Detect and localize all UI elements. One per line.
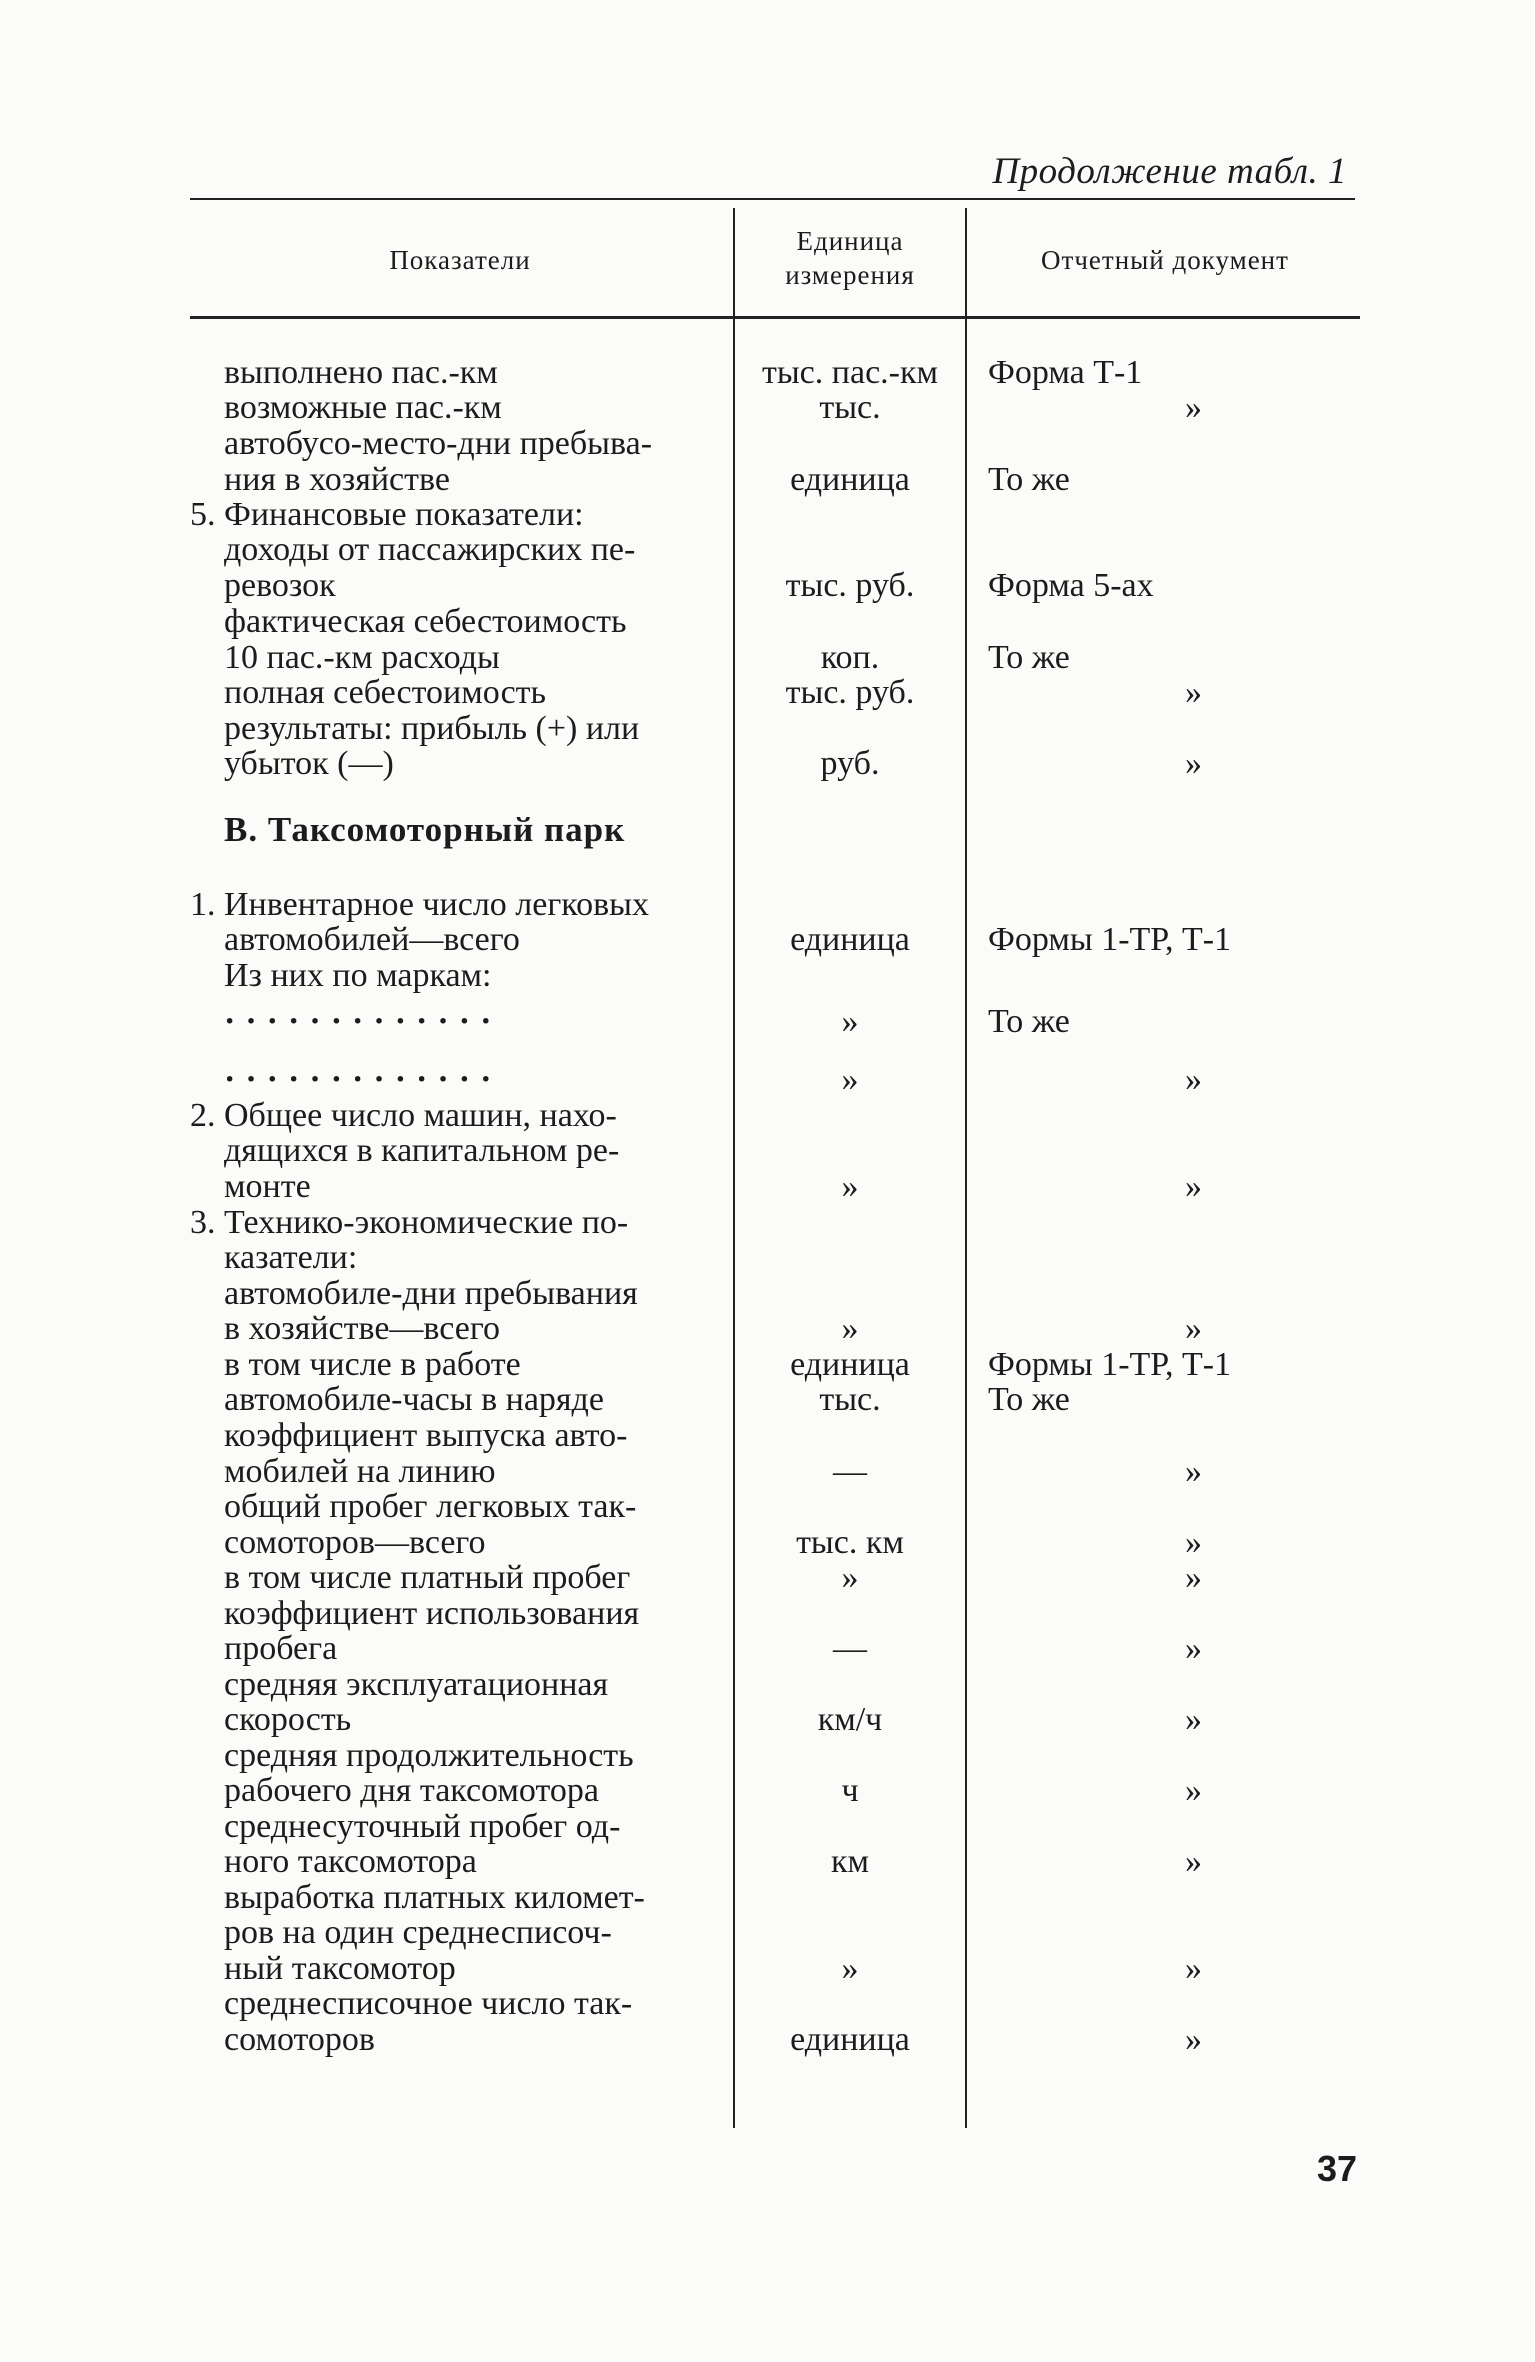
indicator-cell: фактическая себестоимость	[224, 603, 627, 640]
table-row	[0, 1004, 1535, 1039]
indicator-cell: средняя эксплуатационная	[224, 1666, 609, 1703]
indicator-cell: автомобилей—всего	[224, 921, 520, 958]
indicator-cell: 10 пас.-км расходы	[224, 639, 500, 676]
unit-cell: —	[833, 1630, 867, 1667]
indicator-cell: сомоторов—всего	[224, 1524, 486, 1561]
table-row	[0, 1702, 1535, 1737]
indicator-cell: в том числе в работе	[224, 1346, 521, 1383]
document-cell: »	[1185, 745, 1202, 782]
indicator-cell: 1. Инвентарное число легковых	[190, 886, 649, 923]
document-cell: »	[1185, 1453, 1202, 1490]
unit-cell: »	[841, 1061, 859, 1098]
document-cell: То же	[988, 1381, 1070, 1418]
indicator-cell: среднесуточный пробег од-	[224, 1808, 621, 1845]
document-cell: »	[1185, 1843, 1202, 1880]
unit-cell: —	[833, 1453, 867, 1490]
indicator-cell: сомоторов	[224, 2021, 375, 2058]
indicator-cell: мобилей на линию	[224, 1453, 496, 1490]
indicator-cell: коэффициент выпуска авто-	[224, 1417, 628, 1454]
indicator-cell: казатели:	[224, 1239, 358, 1276]
table-row	[0, 711, 1535, 746]
table-row	[0, 355, 1535, 390]
document-cell: »	[1185, 674, 1202, 711]
table-continuation-caption: Продолжение табл. 1	[992, 151, 1347, 192]
document-cell: »	[1185, 1701, 1202, 1738]
indicator-cell: общий пробег легковых так-	[224, 1488, 637, 1525]
indicator-cell: пробега	[224, 1630, 338, 1667]
table-row	[0, 462, 1535, 497]
indicator-cell: результаты: прибыль (+) или	[224, 710, 640, 747]
table-row	[0, 1454, 1535, 1489]
indicator-cell: полная себестоимость	[224, 674, 547, 711]
document-cell: То же	[988, 1003, 1070, 1040]
table-row	[0, 1382, 1535, 1417]
table-row	[0, 390, 1535, 425]
document-cell: То же	[988, 639, 1070, 676]
indicator-cell: 5. Финансовые показатели:	[190, 496, 584, 533]
table-row	[0, 1240, 1535, 1275]
document-cell: »	[1185, 1310, 1202, 1347]
table-row	[0, 1098, 1535, 1133]
table-row	[0, 1489, 1535, 1524]
table-row	[0, 1809, 1535, 1844]
header-bottom-rule	[190, 316, 1360, 319]
table-row	[0, 1133, 1535, 1168]
indicator-cell: ·············	[224, 1003, 502, 1040]
document-cell: Форма Т-1	[988, 354, 1143, 391]
indicator-cell: выполнено пас.-км	[224, 354, 498, 391]
unit-cell: единица	[790, 2021, 910, 2058]
table-row	[0, 958, 1535, 993]
table-row	[0, 1062, 1535, 1097]
table-row	[0, 604, 1535, 639]
table-row	[0, 2022, 1535, 2057]
document-cell: Формы 1-ТР, Т-1	[988, 921, 1232, 958]
document-cell: »	[1185, 2021, 1202, 2058]
table-row	[0, 1418, 1535, 1453]
unit-cell: »	[841, 1559, 859, 1596]
table-row	[0, 1773, 1535, 1808]
document-cell: Формы 1-ТР, Т-1	[988, 1346, 1232, 1383]
indicator-cell: выработка платных километ-	[224, 1879, 645, 1916]
unit-cell: км/ч	[817, 1701, 883, 1738]
document-cell: Форма 5-ах	[988, 567, 1154, 604]
table-row	[0, 887, 1535, 922]
table-row	[0, 640, 1535, 675]
header-unit-text: Единица измерения	[785, 226, 915, 290]
document-cell: »	[1185, 1061, 1202, 1098]
table-row	[0, 1880, 1535, 1915]
document-cell: »	[1185, 1950, 1202, 1987]
header-indicators: Показатели	[389, 245, 531, 275]
indicator-cell: автомобиле-часы в наряде	[224, 1381, 604, 1418]
indicator-cell: автомобиле-дни пребывания	[224, 1275, 638, 1312]
table-row	[0, 568, 1535, 603]
table-row	[0, 1951, 1535, 1986]
unit-cell: »	[841, 1310, 859, 1347]
unit-cell: тыс. пас.-км	[761, 354, 939, 391]
unit-cell: руб.	[820, 745, 880, 782]
indicator-cell: дящихся в капитальном ре-	[224, 1132, 620, 1169]
indicator-cell: 2. Общее число машин, нахо-	[190, 1097, 617, 1134]
table-row	[0, 497, 1535, 532]
table-row	[0, 1525, 1535, 1560]
indicator-cell: Из них по маркам:	[224, 957, 492, 994]
indicator-cell: убыток (—)	[224, 745, 394, 782]
table-row	[0, 1347, 1535, 1382]
indicator-cell: ·············	[224, 1061, 502, 1098]
document-cell: »	[1185, 1168, 1202, 1205]
indicator-cell: ревозок	[224, 567, 336, 604]
table-row	[0, 1205, 1535, 1240]
table-top-rule	[190, 198, 1355, 200]
indicator-cell: ния в хозяйстве	[224, 461, 450, 498]
indicator-cell: ного таксомотора	[224, 1843, 477, 1880]
unit-cell: коп.	[820, 639, 880, 676]
document-cell: »	[1185, 1559, 1202, 1596]
indicator-cell: автобусо-место-дни пребыва-	[224, 425, 653, 462]
document-cell: »	[1185, 1524, 1202, 1561]
table-row	[0, 1311, 1535, 1346]
table-row	[0, 1169, 1535, 1204]
indicator-cell: возможные пас.-км	[224, 389, 502, 426]
indicator-cell: среднесписочное число так-	[224, 1985, 633, 2022]
indicator-cell: рабочего дня таксомотора	[224, 1772, 599, 1809]
table-row	[0, 532, 1535, 567]
indicator-cell: ный таксомотор	[224, 1950, 456, 1987]
table-row	[0, 922, 1535, 957]
indicator-cell: доходы от пассажирских пе-	[224, 531, 636, 568]
table-row	[0, 1667, 1535, 1702]
unit-cell: тыс. руб.	[785, 674, 915, 711]
indicator-cell: ров на один среднесписоч-	[224, 1914, 612, 1951]
table-row	[0, 1738, 1535, 1773]
document-cell: »	[1185, 389, 1202, 426]
table-row	[0, 675, 1535, 710]
indicator-cell: в хозяйстве—всего	[224, 1310, 500, 1347]
indicator-cell: коэффициент использования	[224, 1595, 640, 1632]
header-unit	[738, 224, 962, 292]
document-cell: »	[1185, 1772, 1202, 1809]
unit-cell: тыс.	[819, 389, 881, 426]
section-title: В. Таксомоторный парк	[224, 810, 626, 849]
unit-cell: ч	[841, 1772, 859, 1809]
unit-cell: тыс.	[819, 1381, 881, 1418]
unit-cell: единица	[790, 921, 910, 958]
unit-cell: »	[841, 1003, 859, 1040]
document-cell: То же	[988, 461, 1070, 498]
page-number: 37	[1316, 2148, 1357, 2189]
indicator-cell: средняя продолжительность	[224, 1737, 634, 1774]
table-row	[0, 1631, 1535, 1666]
table-row	[0, 1844, 1535, 1879]
indicator-cell: монте	[224, 1168, 311, 1205]
indicator-cell: скорость	[224, 1701, 352, 1738]
unit-cell: »	[841, 1950, 859, 1987]
table-row	[0, 1986, 1535, 2021]
unit-cell: »	[841, 1168, 859, 1205]
table-row	[0, 1276, 1535, 1311]
unit-cell: единица	[790, 1346, 910, 1383]
table-row	[0, 1915, 1535, 1950]
document-cell: »	[1185, 1630, 1202, 1667]
unit-cell: тыс. км	[796, 1524, 904, 1561]
table-row	[0, 1596, 1535, 1631]
table-row	[0, 426, 1535, 461]
indicator-cell: в том числе платный пробег	[224, 1559, 631, 1596]
table-row	[0, 746, 1535, 781]
header-document: Отчетный документ	[1041, 245, 1289, 275]
table-row	[0, 1560, 1535, 1595]
unit-cell: тыс. руб.	[785, 567, 915, 604]
unit-cell: км	[830, 1843, 870, 1880]
unit-cell: единица	[790, 461, 910, 498]
indicator-cell: 3. Технико-экономические по-	[190, 1204, 629, 1241]
